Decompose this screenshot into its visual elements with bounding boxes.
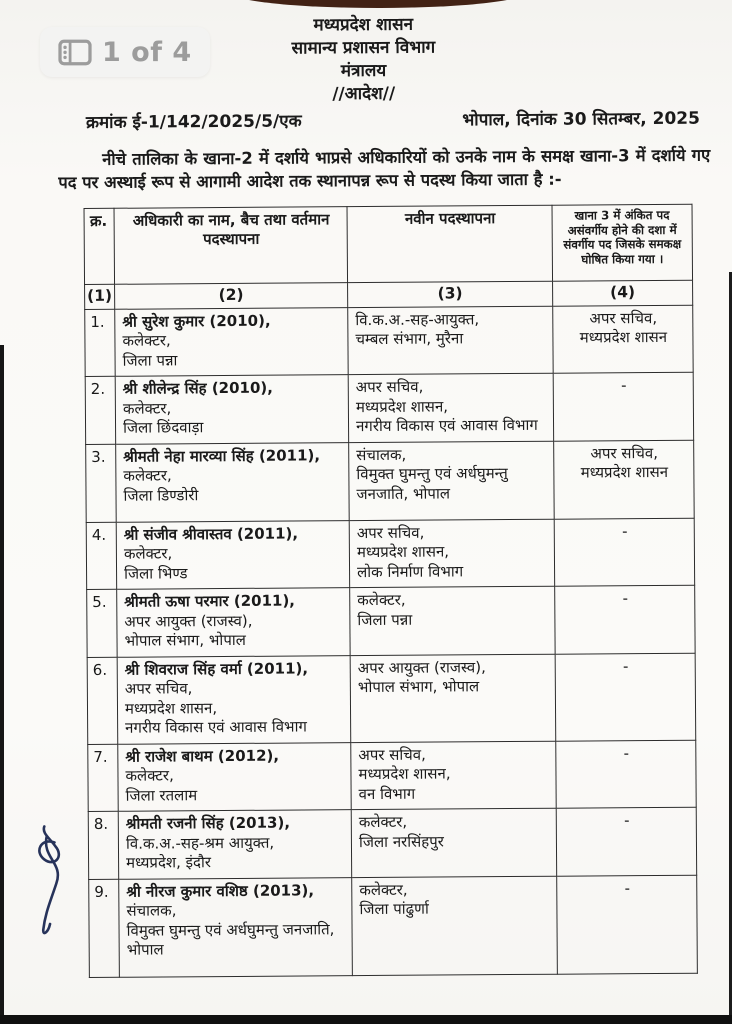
officer-cell: [117, 656, 351, 745]
officer-cell: [116, 443, 350, 523]
officer-current-posting: कलेक्टर, जिला भिण्ड: [123, 544, 188, 583]
subheader-2: (2): [115, 283, 348, 310]
order-title: //आदेश//: [332, 84, 396, 105]
gov-title: मध्यप्रदेश शासन: [313, 14, 414, 36]
new-posting: कलेक्टर, जिला पांढुर्णा: [352, 876, 558, 975]
officer-cell: [115, 375, 348, 444]
row-sno: 1.: [85, 309, 115, 377]
document-header: [0, 0, 730, 108]
reference-number: क्रमांक ई-1/142/2025/5/एक: [85, 111, 302, 134]
intro-paragraph: नीचे तालिका के खाना-2 में दर्शाये भाप्रसे अधिकारियों को उनके नाम के समक्ष खाना-3 में दर्शाये गए पद पर अस्थाई रूप से आगामी आदेश तक स्थानापन्न रूप से पदस्थ किया जाता है :-: [58, 145, 711, 192]
subheader-3: (3): [348, 281, 553, 307]
row-sno: 7.: [88, 744, 118, 812]
header-officer-name: अधिकारी का नाम, बैच तथा वर्तमान पदस्थापना: [114, 207, 348, 285]
officer-current-posting: अपर सचिव, मध्यप्रदेश शासन, नगरीय विकास एवं आवास विभाग: [124, 679, 307, 738]
page-count-label: 1 of 4: [102, 36, 192, 68]
officer-current-posting: कलेक्टर, जिला रतलाम: [125, 766, 198, 805]
officer-cell: [118, 810, 351, 879]
officer-name: श्री सुरेश कुमार (2010),: [122, 311, 271, 331]
officer-name: श्री शिवराज सिंह वर्मा (2011),: [124, 659, 309, 679]
subheader-1: (1): [85, 284, 115, 309]
equivalent-post: -: [555, 586, 695, 654]
officer-current-posting: वि.क.अ.-सह-श्रम आयुक्त, मध्यप्रदेश, इंदौर: [125, 833, 275, 873]
new-posting: संचालक, विमुक्त घुमन्तु एवं अर्धघुमन्तु जनजाति, भोपाल: [349, 441, 555, 520]
new-posting: अपर सचिव, मध्यप्रदेश शासन, लोक निर्माण विभाग: [349, 519, 554, 588]
equivalent-post: अपर सचिव, मध्यप्रदेश शासन: [553, 305, 693, 373]
scan-bottom-edge: [0, 1015, 732, 1024]
equivalent-post: अपर सचिव, मध्यप्रदेश शासन: [554, 440, 695, 519]
equivalent-post: -: [555, 653, 696, 741]
scan-left-edge: [0, 345, 4, 1024]
equivalent-post: -: [556, 808, 696, 876]
officer-current-posting: कलेक्टर, जिला छिंदवाड़ा: [122, 399, 204, 438]
officer-name: श्रीमती रजनी सिंह (2013),: [125, 813, 291, 834]
new-posting: कलेक्टर, जिला पन्ना: [350, 587, 555, 656]
officer-name: श्री राजेश बाथम (2012),: [125, 746, 280, 766]
row-sno: 9.: [89, 879, 120, 977]
place-and-date: भोपाल, दिनांक 30 सितम्बर, 2025: [462, 109, 700, 131]
new-posting: अपर आयुक्त (राजस्व), भोपाल संभाग, भोपाल: [350, 654, 556, 742]
table-row: [87, 586, 695, 658]
table-row: [88, 740, 696, 812]
officer-name: श्री शीलेन्द्र सिंह (2010),: [122, 379, 274, 399]
header-new-posting: नवीन पदस्थापना: [347, 205, 553, 282]
row-sno: 4.: [86, 522, 116, 590]
officer-name: श्रीमती नेहा मारव्या सिंह (2011),: [123, 446, 321, 466]
row-sno: 6.: [87, 657, 118, 744]
new-posting: कलेक्टर, जिला नरसिंहपुर: [351, 809, 556, 878]
officer-table-body: [85, 305, 698, 977]
officer-name: श्री संजीव श्रीवास्तव (2011),: [123, 524, 299, 544]
header-equivalent-post: खाना 3 में अंकित पद असंवर्गीय होने की दशा में संवर्गीय पद जिसके समकक्ष घोषित किया गया ।: [552, 204, 693, 281]
ministry-title: मंत्रालय: [340, 61, 387, 82]
officer-current-posting: कलेक्टर, जिला पन्ना: [122, 331, 178, 370]
table-header: [84, 204, 693, 309]
table-row: [87, 653, 696, 744]
header-serial: क्र.: [84, 208, 115, 284]
officer-cell: [119, 878, 353, 978]
handwritten-signature: [18, 822, 88, 946]
new-posting: वि.क.अ.-सह-आयुक्त, चम्बल संभाग, मुरैना: [348, 306, 553, 375]
officer-cell: [118, 743, 351, 812]
new-posting: अपर सचिव, मध्यप्रदेश शासन, नगरीय विकास एवं आवास विभाग: [348, 374, 553, 443]
row-sno: 2.: [85, 377, 115, 445]
officer-current-posting: संचालक, विमुक्त घुमन्तु एवं अर्धघुमन्तु जनजाति, भोपाल: [126, 901, 335, 960]
equivalent-post: -: [556, 740, 696, 808]
officer-cell: [116, 521, 349, 590]
new-posting: अपर सचिव, मध्यप्रदेश शासन, वन विभाग: [351, 741, 556, 810]
officer-cell: [117, 588, 350, 657]
reference-line: [0, 104, 730, 134]
equivalent-post: -: [554, 518, 694, 586]
equivalent-post: -: [553, 373, 693, 441]
officer-name: श्रीमती ऊषा परमार (2011),: [124, 591, 296, 612]
officer-current-posting: कलेक्टर, जिला डिण्डोरी: [123, 466, 199, 505]
officer-name: श्री नीरज कुमार वशिष्ठ (2013),: [126, 881, 315, 901]
table-row: [89, 875, 698, 977]
equivalent-post: -: [557, 875, 698, 974]
table-row: [86, 440, 695, 522]
officer-transfer-table: [84, 204, 698, 978]
table-row: [88, 808, 696, 880]
table-row: [85, 305, 693, 377]
row-sno: 5.: [87, 590, 117, 658]
subheader-4: (4): [553, 280, 693, 306]
officer-current-posting: अपर आयुक्त (राजस्व), भोपाल संभाग, भोपाल: [124, 611, 253, 651]
row-sno: 3.: [86, 444, 117, 522]
department-title: सामान्य प्रशासन विभाग: [291, 37, 436, 59]
table-row: [86, 518, 694, 590]
row-sno: 8.: [88, 812, 118, 880]
officer-cell: [115, 308, 348, 377]
table-row: [85, 373, 693, 445]
